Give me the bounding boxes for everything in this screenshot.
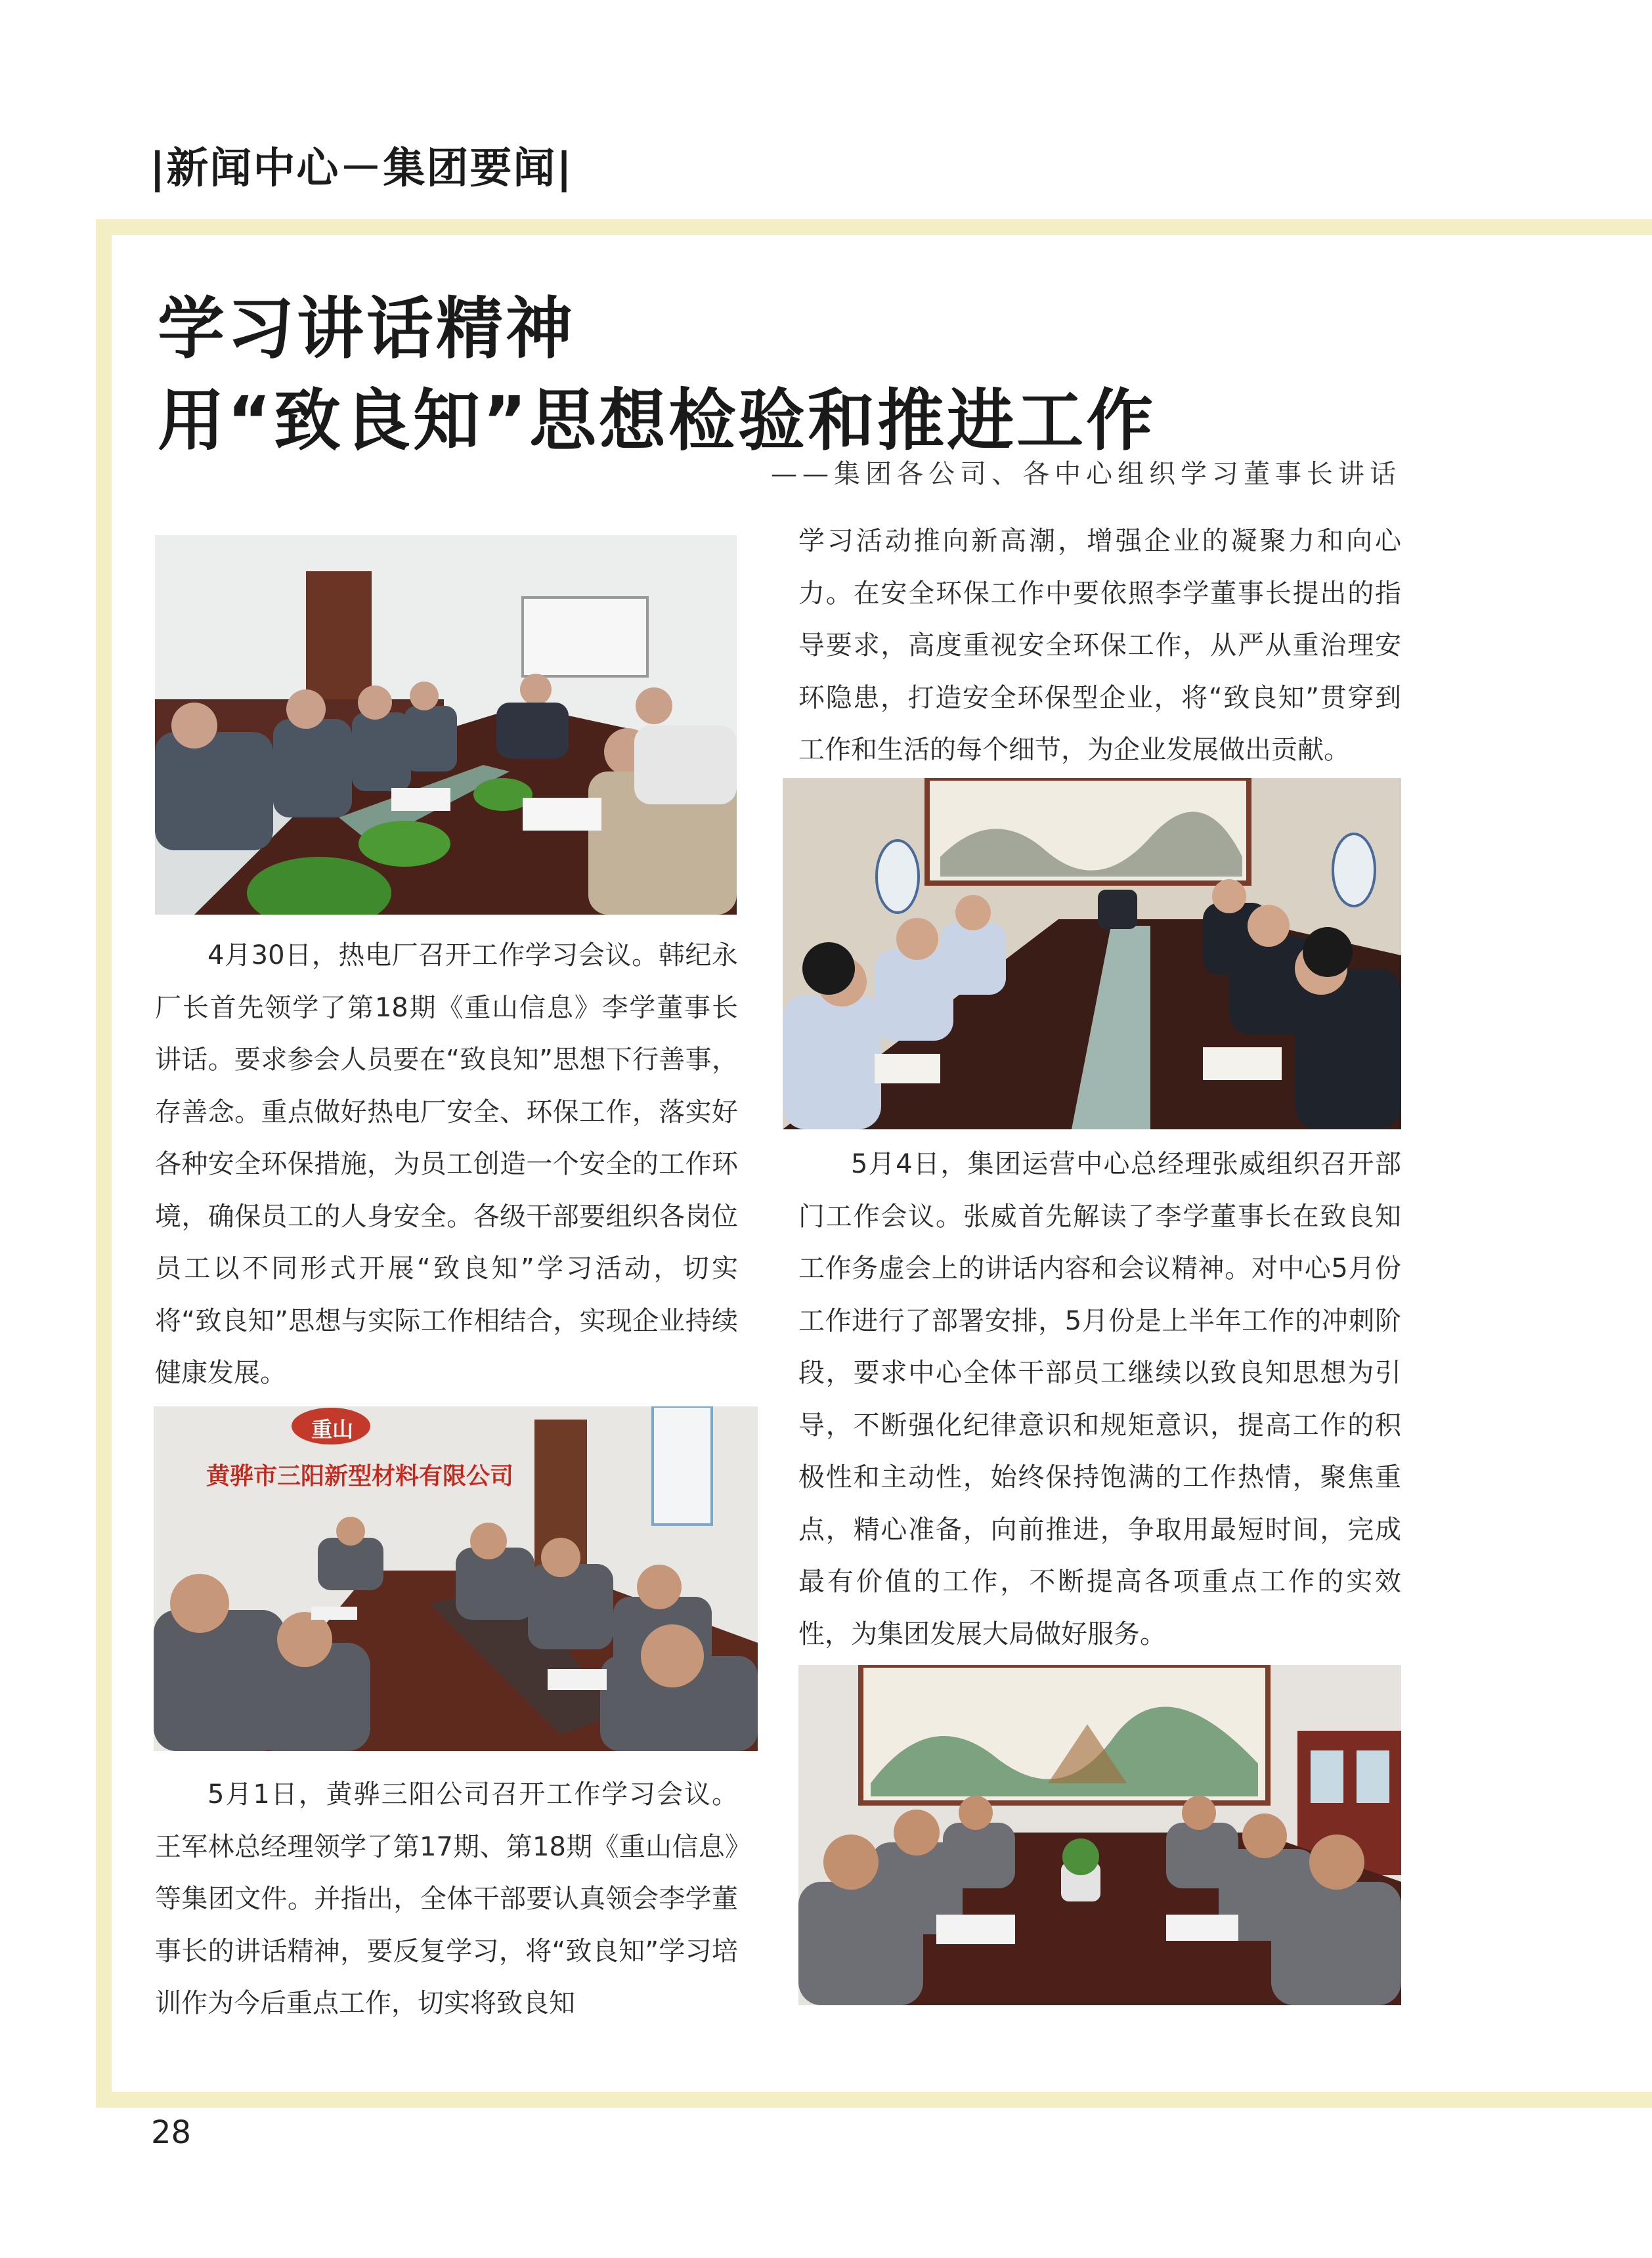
meeting-room-illustration (783, 778, 1401, 1129)
photo-operations-meeting (783, 778, 1401, 1129)
photo-group-meeting (798, 1665, 1401, 2005)
article-title-line1: 学习讲话精神 (158, 290, 575, 368)
page-number: 28 (151, 2114, 192, 2151)
paragraph-power-plant: 4月30日，热电厂召开工作学习会议。韩纪永厂长首先领学了第18期《重山信息》李学董事长讲话。要求参会人员要在“致良知”思想下行善事，存善念。重点做好热电厂安全、环保工作，落实好各种安全环保措施，为员工创造一个安全的工作环境，确保员工的人身安全。各级干部要组织各岗位员工以不同形式开展“致良知”学习活动，切实将“致良知”思想与实际工作相结合，实现企业持续健康发展。 (155, 940, 738, 1388)
meeting-room-illustration (798, 1665, 1401, 2005)
paragraph-sanyang-continued: 学习活动推向新高潮，增强企业的凝聚力和向心力。在安全环保工作中要依照李学董事长提出的指导要求，高度重视安全环保工作，从严从重治理安环隐患，打造安全环保型企业，将“致良知”贯穿到工作和生活的每个细节，为企业发展做出贡献。 (798, 526, 1401, 765)
photo-sanyang-meeting (154, 1406, 758, 1751)
article-subtitle: ——集团各公司、各中心组织学习董事长讲话 (771, 459, 1401, 489)
section-header: |新闻中心－集团要闻| (150, 144, 573, 193)
frame-border-top (96, 219, 1652, 235)
photo-power-plant-meeting (155, 535, 737, 915)
meeting-room-illustration (155, 535, 737, 915)
company-sign-text: 黄骅市三阳新型材料有限公司 (206, 1462, 514, 1490)
paragraph-operations-center: 5月4日，集团运营中心总经理张威组织召开部门工作会议。张威首先解读了李学董事长在致良知工作务虚会上的讲话内容和会议精神。对中心5月份工作进行了部署安排，5月份是上半年工作的冲刺阶段，要求中心全体干部员工继续以致良知思想为引导，不断强化纪律意识和规矩意识，提高工作的积极性和主动性，始终保持饱满的工作热情，聚焦重点，精心准备，向前推进，争取用最短时间，完成最有价值的工作，不断提高各项重点工作的实效性，为集团发展大局做好服务。 (798, 1149, 1401, 1649)
paragraph-sanyang: 5月1日，黄骅三阳公司召开工作学习会议。王军林总经理领学了第17期、第18期《重山信息》等集团文件。并指出，全体干部要认真领会李学董事长的讲话精神，要反复学习，将“致良知”学习培训作为今后重点工作，切实将致良知 (155, 1779, 738, 2018)
company-logo-text: 重山 (311, 1417, 354, 1442)
frame-border-bottom (96, 2092, 1652, 2108)
article-title-line2: 用“致良知”思想检验和推进工作 (158, 382, 1156, 460)
frame-border-left (96, 219, 112, 2108)
